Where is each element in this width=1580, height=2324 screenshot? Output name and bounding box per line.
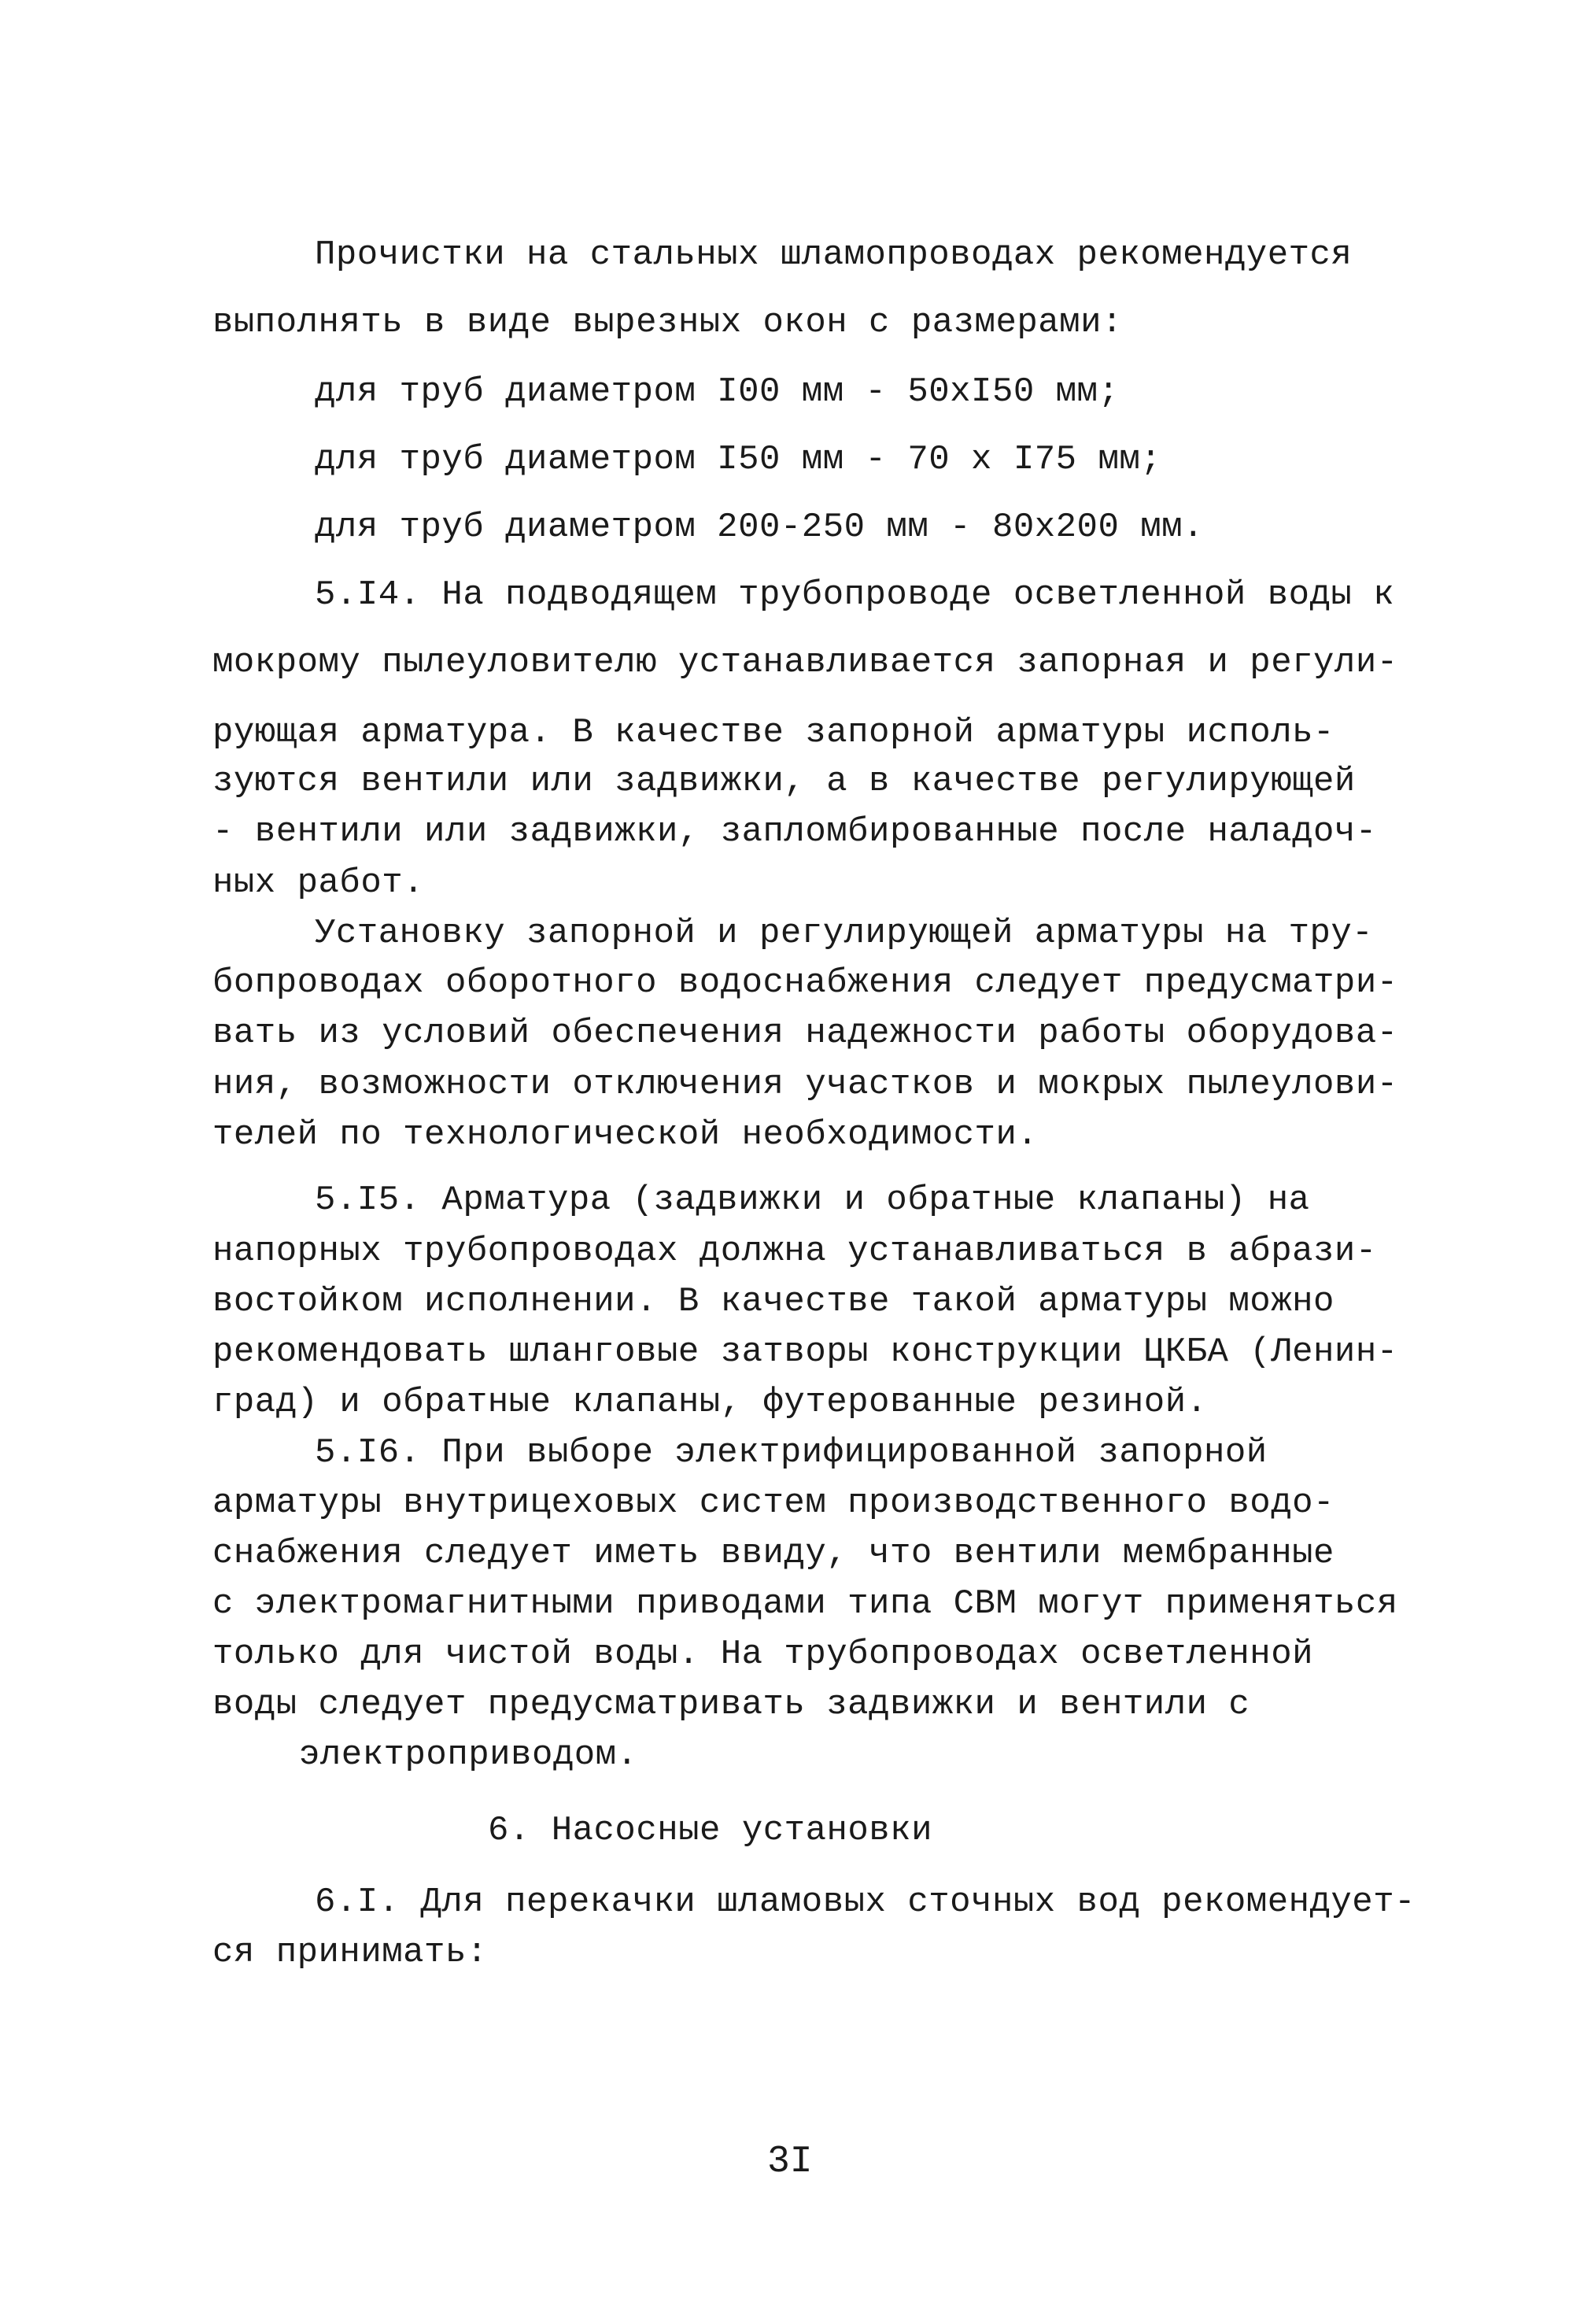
text-line: электроприводом. xyxy=(299,1735,638,1775)
text-line: ния, возможности отключения участков и мокрых пылеулови- xyxy=(212,1065,1398,1104)
text-line: мокрому пылеуловителю устанавливается запорная и регули- xyxy=(212,643,1398,682)
text-line: напорных трубопроводах должна устанавливаться в абрази- xyxy=(212,1232,1377,1271)
text-line: 5.I5. Арматура (задвижки и обратные клапаны) на xyxy=(315,1180,1310,1220)
text-line: воды следует предусматривать задвижки и вентили с xyxy=(212,1685,1250,1724)
text-line: Прочистки на стальных шламопроводах рекомендуется xyxy=(315,235,1353,275)
text-line: выполнять в виде вырезных окон с размерами: xyxy=(212,303,1123,342)
text-line: 5.I4. На подводящем трубопроводе осветленной воды к xyxy=(315,575,1395,615)
text-line: только для чистой воды. На трубопроводах осветленной xyxy=(212,1635,1314,1674)
text-line: ных работ. xyxy=(212,863,425,903)
text-line: зуются вентили или задвижки, а в качестве регулирующей xyxy=(212,762,1356,801)
text-line: бопроводах оборотного водоснабжения следует предусматри- xyxy=(212,963,1398,1003)
text-line: Установку запорной и регулирующей арматуры на тру- xyxy=(315,914,1374,953)
text-line: арматуры внутрицеховых систем производственного водо- xyxy=(212,1483,1335,1523)
text-line: для труб диаметром I00 мм - 50xI50 мм; xyxy=(315,372,1120,412)
text-line: с электромагнитными приводами типа СВМ могут применяться xyxy=(212,1584,1398,1624)
section-heading: 6. Насосные установки xyxy=(488,1811,932,1850)
text-line: ся принимать: xyxy=(212,1933,488,1972)
text-line: - вентили или задвижки, запломбированные после наладоч- xyxy=(212,812,1377,852)
text-line: 6.I. Для перекачки шламовых сточных вод рекомендует- xyxy=(315,1882,1416,1922)
text-line: востойком исполнении. В качестве такой арматуры можно xyxy=(212,1282,1335,1321)
text-line: рующая арматура. В качестве запорной арматуры исполь- xyxy=(212,713,1335,752)
text-line: снабжения следует иметь ввиду, что вентили мембранные xyxy=(212,1534,1335,1573)
text-line: рекомендовать шланговые затворы конструкции ЦКБА (Ленин- xyxy=(212,1332,1398,1372)
text-line: для труб диаметром I50 мм - 70 x I75 мм; xyxy=(315,440,1162,479)
text-line: вать из условий обеспечения надежности работы оборудова- xyxy=(212,1014,1398,1053)
text-line: 5.I6. При выборе электрифицированной запорной xyxy=(315,1433,1268,1472)
page-number: 3I xyxy=(767,2141,813,2183)
text-line: для труб диаметром 200-250 мм - 80x200 мм. xyxy=(315,508,1204,547)
text-line: телей по технологической необходимости. xyxy=(212,1115,1039,1155)
text-line: град) и обратные клапаны, футерованные резиной. xyxy=(212,1383,1208,1422)
